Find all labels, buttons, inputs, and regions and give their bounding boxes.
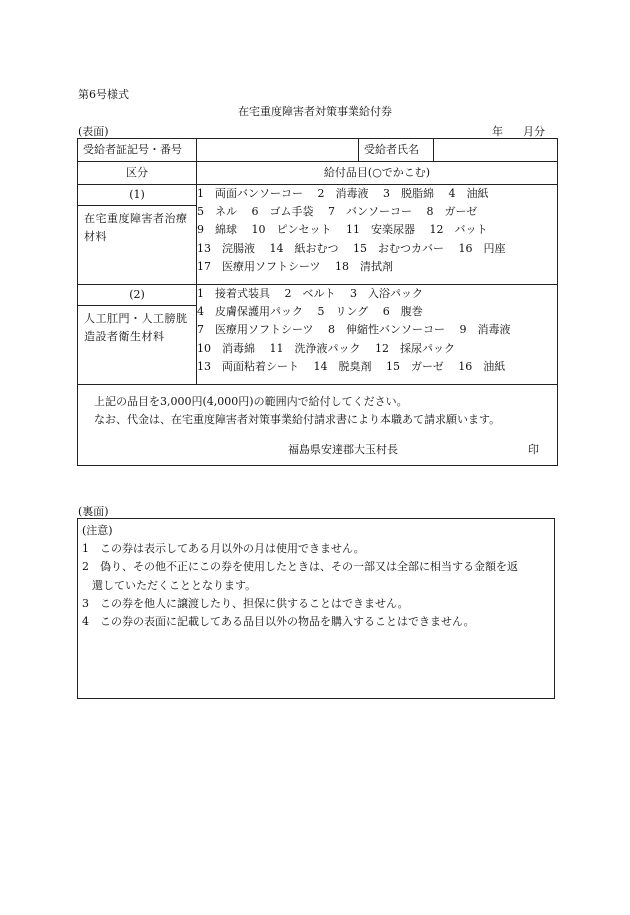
issuer-name: 福島県安達郡大玉村長 <box>288 443 398 456</box>
recipient-id-field[interactable] <box>197 139 359 162</box>
footer-line-1: 上記の品目を3,000円(4,000円)の範囲内で給付してください。 <box>94 395 408 408</box>
recipient-row <box>78 139 558 162</box>
recipient-name-label: 受給者氏名 <box>359 139 434 162</box>
item-list-1 <box>197 185 558 285</box>
notes-header: (注意) <box>82 524 113 537</box>
seal-mark: 印 <box>528 443 539 456</box>
document-title: 在宅重度障害者対策事業給付券 <box>238 105 392 118</box>
notes-box <box>77 518 555 699</box>
footer-cell <box>78 385 558 466</box>
issue-month <box>492 123 545 139</box>
header-row <box>78 162 558 185</box>
category-name: 人工肛門・人工膀胱造設者衛生材料 <box>84 312 188 343</box>
front-side-label: (表面) <box>78 125 109 138</box>
item-line[interactable]: 13 浣腸液 14 紙おむつ 15 おむつカバー 16 円座 <box>197 241 506 255</box>
month-label: 月分 <box>523 125 545 138</box>
category-row-2 <box>78 285 558 385</box>
items-header: 給付品目(○でかこむ) <box>197 162 558 185</box>
footer-line-2: なお、代金は、在宅重度障害者対策事業給付請求書により本職あて請求願います。 <box>94 413 501 426</box>
category-cell-2 <box>78 285 197 385</box>
back-side-label: (裏面) <box>78 505 109 518</box>
item-line[interactable]: 5 ネル 6 ゴム手袋 7 バンソーコー 8 ガーゼ <box>197 205 478 219</box>
item-line[interactable]: 13 両面粘着シート 14 脱臭剤 15 ガーゼ 16 油紙 <box>197 359 506 373</box>
item-line[interactable]: 10 消毒綿 11 洗浄液パック 12 採尿パック <box>197 341 455 355</box>
item-line[interactable]: 4 皮膚保護用パック 5 リング 6 腹巻 <box>197 305 423 319</box>
category-number: (2) <box>78 285 196 306</box>
item-list-2 <box>197 285 558 385</box>
category-header: 区分 <box>78 162 197 185</box>
note-item: 1 この券は表示してある月以外の月は使用できません。 <box>82 542 365 556</box>
item-line[interactable]: 1 両面バンソーコー 2 消毒液 3 脱脂綿 4 油紙 <box>197 187 489 200</box>
category-cell-1 <box>78 185 197 285</box>
footer-row <box>78 385 558 466</box>
note-item: 3 この券を他人に譲渡したり、担保に供することはできません。 <box>82 596 409 610</box>
recipient-name-field[interactable] <box>434 139 558 162</box>
category-row-1 <box>78 185 558 285</box>
voucher-table <box>77 138 558 466</box>
note-item: 2 偽り、その他不正にこの券を使用したときは、その一部又は全部に相当する金額を返 <box>82 560 518 574</box>
year-label: 年 <box>492 125 503 138</box>
form-number: 第6号様式 <box>78 88 129 101</box>
category-name: 在宅重度障害者治療材料 <box>84 212 188 243</box>
item-line[interactable]: 17 医療用ソフトシーツ 18 清拭剤 <box>197 259 394 273</box>
recipient-id-label: 受給者証記号・番号 <box>78 139 197 162</box>
category-number: (1) <box>78 185 196 206</box>
item-line[interactable]: 9 綿球 10 ピンセット 11 安楽尿器 12 バット <box>197 223 488 237</box>
issuer-block <box>94 441 547 459</box>
note-item: 4 この券の表面に記載してある品目以外の物品を購入することはできません。 <box>82 615 475 629</box>
item-line[interactable]: 7 医療用ソフトシーツ 8 伸縮性バンソーコー 9 消毒液 <box>197 323 511 337</box>
note-continuation: 還していただくこととなります。 <box>92 578 257 592</box>
item-line[interactable]: 1 接着式装具 2 ベルト 3 入浴パック <box>197 287 423 300</box>
